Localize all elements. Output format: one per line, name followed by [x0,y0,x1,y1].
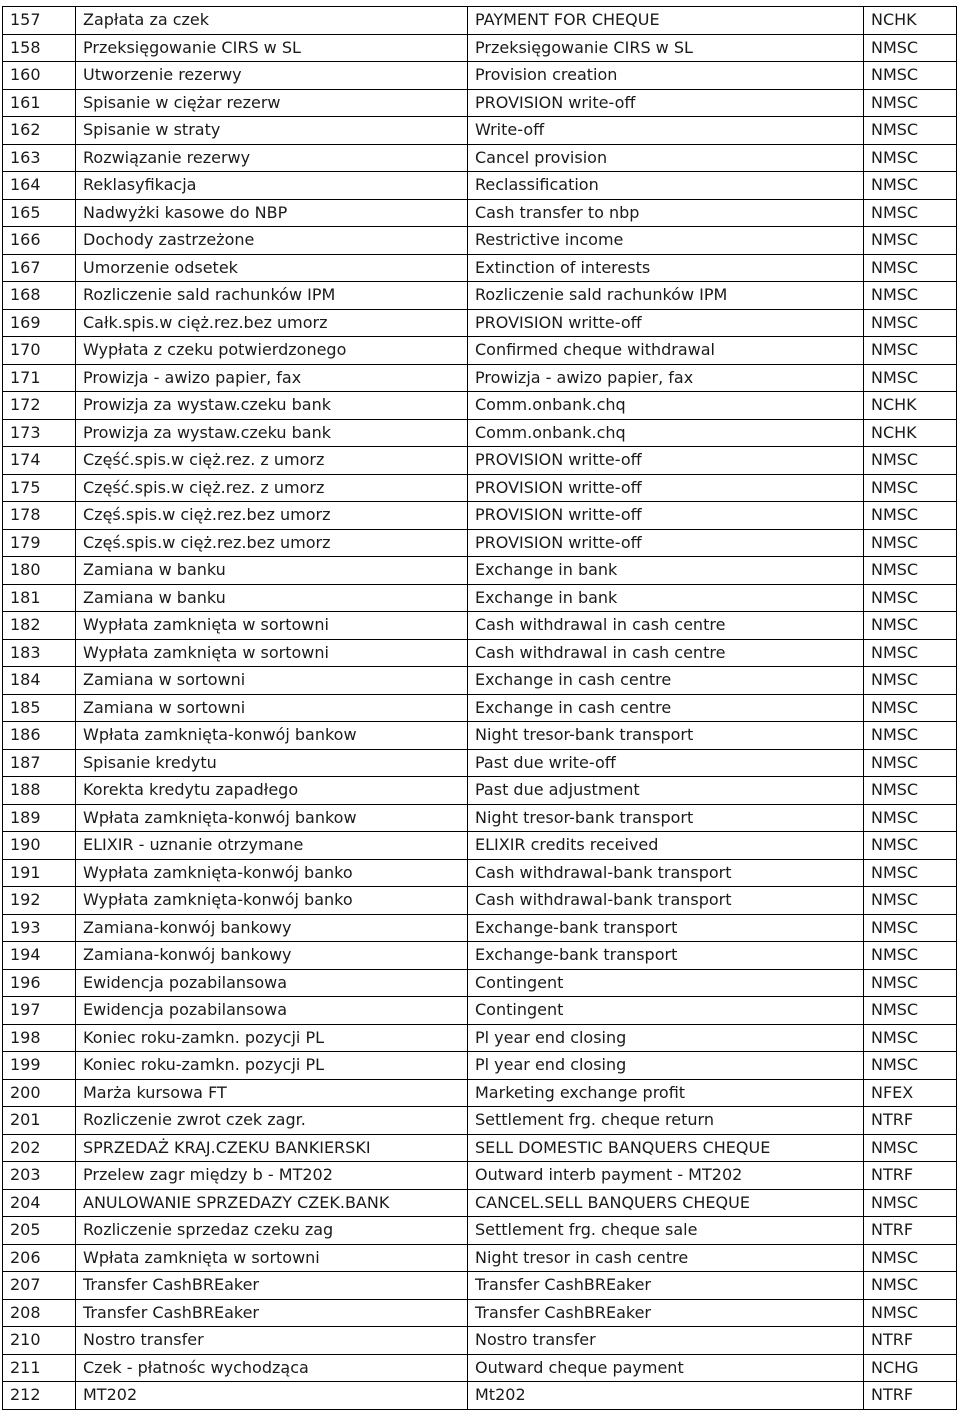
polish-description-cell: MT202 [76,1382,468,1410]
polish-description-cell: Spisanie kredytu [76,749,468,777]
type-code-cell: NMSC [864,227,957,255]
english-description-cell: PROVISION write-off [468,89,864,117]
type-code-cell: NMSC [864,1272,957,1300]
table-row [3,199,957,227]
polish-description-cell: Ewidencja pozabilansowa [76,969,468,997]
english-description-cell: Night tresor-bank transport [468,722,864,750]
english-description-cell: Outward interb payment - MT202 [468,1162,864,1190]
code-cell: 182 [3,612,76,640]
table-row [3,172,957,200]
code-cell: 194 [3,942,76,970]
code-cell: 158 [3,34,76,62]
type-code-cell: NMSC [864,34,957,62]
code-cell: 188 [3,777,76,805]
type-code-cell: NMSC [864,584,957,612]
table-row [3,1354,957,1382]
table-row [3,447,957,475]
type-code-cell: NTRF [864,1162,957,1190]
table-row [3,832,957,860]
type-code-cell: NMSC [864,282,957,310]
code-cell: 212 [3,1382,76,1410]
table-row [3,1079,957,1107]
polish-description-cell: Marża kursowa FT [76,1079,468,1107]
code-cell: 162 [3,117,76,145]
table-row [3,942,957,970]
code-cell: 208 [3,1299,76,1327]
english-description-cell: Confirmed cheque withdrawal [468,337,864,365]
table-row [3,62,957,90]
polish-description-cell: Reklasyfikacja [76,172,468,200]
table-row [3,282,957,310]
polish-description-cell: Spisanie w ciężar rezerw [76,89,468,117]
english-description-cell: Transfer CashBREaker [468,1272,864,1300]
type-code-cell: NMSC [864,694,957,722]
code-cell: 173 [3,419,76,447]
table-body [3,7,957,1410]
polish-description-cell: Częś.spis.w cięż.rez.bez umorz [76,529,468,557]
type-code-cell: NMSC [864,1299,957,1327]
english-description-cell: Outward cheque payment [468,1354,864,1382]
code-cell: 190 [3,832,76,860]
type-code-cell: NMSC [864,612,957,640]
polish-description-cell: Zamiana-konwój bankowy [76,914,468,942]
code-cell: 198 [3,1024,76,1052]
polish-description-cell: Przelew zagr między b - MT202 [76,1162,468,1190]
table-row [3,639,957,667]
polish-description-cell: Czek - płatnośc wychodząca [76,1354,468,1382]
code-cell: 204 [3,1189,76,1217]
type-code-cell: NMSC [864,89,957,117]
code-cell: 157 [3,7,76,35]
code-cell: 192 [3,887,76,915]
code-cell: 175 [3,474,76,502]
polish-description-cell: Rozliczenie zwrot czek zagr. [76,1107,468,1135]
type-code-cell: NMSC [864,1024,957,1052]
type-code-cell: NMSC [864,914,957,942]
type-code-cell: NMSC [864,887,957,915]
english-description-cell: Exchange-bank transport [468,942,864,970]
english-description-cell: PROVISION writte-off [468,502,864,530]
type-code-cell: NMSC [864,364,957,392]
table-row [3,7,957,35]
polish-description-cell: Wypłata zamknięta-konwój banko [76,859,468,887]
table-row [3,529,957,557]
table-row [3,584,957,612]
code-cell: 210 [3,1327,76,1355]
table-row [3,309,957,337]
type-code-cell: NMSC [864,1134,957,1162]
english-description-cell: Exchange in bank [468,557,864,585]
code-cell: 211 [3,1354,76,1382]
polish-description-cell: Korekta kredytu zapadłego [76,777,468,805]
table-row [3,1189,957,1217]
table-row [3,227,957,255]
type-code-cell: NMSC [864,337,957,365]
type-code-cell: NMSC [864,639,957,667]
code-cell: 164 [3,172,76,200]
polish-description-cell: Spisanie w straty [76,117,468,145]
code-cell: 187 [3,749,76,777]
table-row [3,254,957,282]
english-description-cell: Provision creation [468,62,864,90]
code-cell: 196 [3,969,76,997]
code-cell: 169 [3,309,76,337]
english-description-cell: Past due write-off [468,749,864,777]
table-row [3,694,957,722]
code-cell: 174 [3,447,76,475]
type-code-cell: NMSC [864,722,957,750]
polish-description-cell: ANULOWANIE SPRZEDAZY CZEK.BANK [76,1189,468,1217]
type-code-cell: NMSC [864,309,957,337]
type-code-cell: NCHK [864,392,957,420]
english-description-cell: Przeksięgowanie CIRS w SL [468,34,864,62]
english-description-cell: Restrictive income [468,227,864,255]
table-row [3,997,957,1025]
english-description-cell: PROVISION writte-off [468,447,864,475]
english-description-cell: Exchange in cash centre [468,667,864,695]
code-cell: 181 [3,584,76,612]
polish-description-cell: Wypłata zamknięta w sortowni [76,612,468,640]
table-row [3,1327,957,1355]
polish-description-cell: Dochody zastrzeżone [76,227,468,255]
table-row [3,474,957,502]
table-row [3,887,957,915]
table-row [3,1162,957,1190]
english-description-cell: Exchange in cash centre [468,694,864,722]
type-code-cell: NTRF [864,1327,957,1355]
code-cell: 200 [3,1079,76,1107]
english-description-cell: Exchange-bank transport [468,914,864,942]
polish-description-cell: Wypłata z czeku potwierdzonego [76,337,468,365]
polish-description-cell: Wypłata zamknięta-konwój banko [76,887,468,915]
type-code-cell: NMSC [864,172,957,200]
code-cell: 183 [3,639,76,667]
polish-description-cell: Prowizja - awizo papier, fax [76,364,468,392]
type-code-cell: NMSC [864,529,957,557]
type-code-cell: NMSC [864,859,957,887]
polish-description-cell: ELIXIR - uznanie otrzymane [76,832,468,860]
type-code-cell: NMSC [864,144,957,172]
type-code-cell: NMSC [864,557,957,585]
type-code-cell: NMSC [864,199,957,227]
table-row [3,1134,957,1162]
code-cell: 193 [3,914,76,942]
polish-description-cell: Transfer CashBREaker [76,1299,468,1327]
table-row [3,1052,957,1080]
english-description-cell: Past due adjustment [468,777,864,805]
english-description-cell: CANCEL.SELL BANQUERS CHEQUE [468,1189,864,1217]
polish-description-cell: Część.spis.w cięż.rez. z umorz [76,447,468,475]
polish-description-cell: Zamiana-konwój bankowy [76,942,468,970]
english-description-cell: PROVISION writte-off [468,529,864,557]
type-code-cell: NMSC [864,1052,957,1080]
english-description-cell: PROVISION writte-off [468,309,864,337]
polish-description-cell: Wpłata zamknięta-konwój bankow [76,804,468,832]
type-code-cell: NMSC [864,447,957,475]
code-cell: 168 [3,282,76,310]
polish-description-cell: Zamiana w banku [76,557,468,585]
code-cell: 179 [3,529,76,557]
code-cell: 191 [3,859,76,887]
table-row [3,34,957,62]
code-cell: 203 [3,1162,76,1190]
table-row [3,777,957,805]
polish-description-cell: Wpłata zamknięta w sortowni [76,1244,468,1272]
type-code-cell: NMSC [864,62,957,90]
type-code-cell: NMSC [864,749,957,777]
english-description-cell: Cash withdrawal in cash centre [468,612,864,640]
table-row [3,859,957,887]
type-code-cell: NMSC [864,254,957,282]
polish-description-cell: Rozliczenie sald rachunków IPM [76,282,468,310]
english-description-cell: PROVISION writte-off [468,474,864,502]
type-code-cell: NMSC [864,1244,957,1272]
table-row [3,364,957,392]
type-code-cell: NCHG [864,1354,957,1382]
polish-description-cell: Wypłata zamknięta w sortowni [76,639,468,667]
english-description-cell: Exchange in bank [468,584,864,612]
type-code-cell: NMSC [864,832,957,860]
polish-description-cell: Zamiana w sortowni [76,694,468,722]
code-cell: 170 [3,337,76,365]
type-code-cell: NTRF [864,1217,957,1245]
polish-description-cell: Zamiana w banku [76,584,468,612]
code-cell: 205 [3,1217,76,1245]
code-cell: 207 [3,1272,76,1300]
english-description-cell: Pl year end closing [468,1052,864,1080]
type-code-cell: NCHK [864,419,957,447]
table-row [3,1272,957,1300]
code-cell: 184 [3,667,76,695]
table-row [3,914,957,942]
code-cell: 180 [3,557,76,585]
polish-description-cell: Przeksięgowanie CIRS w SL [76,34,468,62]
english-description-cell: Settlement frg. cheque sale [468,1217,864,1245]
polish-description-cell: Nadwyżki kasowe do NBP [76,199,468,227]
polish-description-cell: Wpłata zamknięta-konwój bankow [76,722,468,750]
table-row [3,1382,957,1410]
polish-description-cell: Prowizja za wystaw.czeku bank [76,419,468,447]
table-row [3,144,957,172]
table-row [3,1107,957,1135]
english-description-cell: ELIXIR credits received [468,832,864,860]
type-code-cell: NMSC [864,502,957,530]
polish-description-cell: Koniec roku-zamkn. pozycji PL [76,1024,468,1052]
type-code-cell: NTRF [864,1107,957,1135]
english-description-cell: Night tresor-bank transport [468,804,864,832]
table-row [3,392,957,420]
type-code-cell: NCHK [864,7,957,35]
polish-description-cell: Zamiana w sortowni [76,667,468,695]
english-description-cell: Cash withdrawal-bank transport [468,859,864,887]
type-code-cell: NMSC [864,777,957,805]
code-cell: 186 [3,722,76,750]
table-row [3,1244,957,1272]
table-row [3,419,957,447]
polish-description-cell: Nostro transfer [76,1327,468,1355]
table-row [3,612,957,640]
english-description-cell: Settlement frg. cheque return [468,1107,864,1135]
code-cell: 166 [3,227,76,255]
code-cell: 172 [3,392,76,420]
polish-description-cell: Całk.spis.w cięż.rez.bez umorz [76,309,468,337]
english-description-cell: Cash withdrawal in cash centre [468,639,864,667]
polish-description-cell: Koniec roku-zamkn. pozycji PL [76,1052,468,1080]
english-description-cell: Contingent [468,997,864,1025]
table-row [3,667,957,695]
code-cell: 206 [3,1244,76,1272]
type-code-cell: NMSC [864,969,957,997]
polish-description-cell: Ewidencja pozabilansowa [76,997,468,1025]
polish-description-cell: SPRZEDAŻ KRAJ.CZEKU BANKIERSKI [76,1134,468,1162]
table-row [3,502,957,530]
code-cell: 171 [3,364,76,392]
english-description-cell: Rozliczenie sald rachunków IPM [468,282,864,310]
polish-description-cell: Część.spis.w cięż.rez. z umorz [76,474,468,502]
type-code-cell: NTRF [864,1382,957,1410]
english-description-cell: Reclassification [468,172,864,200]
code-cell: 163 [3,144,76,172]
english-description-cell: Comm.onbank.chq [468,392,864,420]
english-description-cell: Marketing exchange profit [468,1079,864,1107]
polish-description-cell: Prowizja za wystaw.czeku bank [76,392,468,420]
type-code-cell: NMSC [864,474,957,502]
code-cell: 167 [3,254,76,282]
polish-description-cell: Utworzenie rezerwy [76,62,468,90]
type-code-cell: NFEX [864,1079,957,1107]
table-row [3,117,957,145]
polish-description-cell: Rozwiązanie rezerwy [76,144,468,172]
english-description-cell: Transfer CashBREaker [468,1299,864,1327]
polish-description-cell: Częś.spis.w cięż.rez.bez umorz [76,502,468,530]
english-description-cell: Cash transfer to nbp [468,199,864,227]
transaction-code-table [2,6,957,1410]
code-cell: 160 [3,62,76,90]
english-description-cell: Write-off [468,117,864,145]
english-description-cell: Nostro transfer [468,1327,864,1355]
type-code-cell: NMSC [864,667,957,695]
code-cell: 189 [3,804,76,832]
polish-description-cell: Zapłata za czek [76,7,468,35]
type-code-cell: NMSC [864,997,957,1025]
english-description-cell: Comm.onbank.chq [468,419,864,447]
table-row [3,969,957,997]
code-cell: 202 [3,1134,76,1162]
english-description-cell: Contingent [468,969,864,997]
code-cell: 197 [3,997,76,1025]
english-description-cell: Night tresor in cash centre [468,1244,864,1272]
english-description-cell: PAYMENT FOR CHEQUE [468,7,864,35]
english-description-cell: SELL DOMESTIC BANQUERS CHEQUE [468,1134,864,1162]
polish-description-cell: Rozliczenie sprzedaz czeku zag [76,1217,468,1245]
table-row [3,749,957,777]
code-cell: 165 [3,199,76,227]
english-description-cell: Prowizja - awizo papier, fax [468,364,864,392]
english-description-cell: Extinction of interests [468,254,864,282]
table-row [3,1024,957,1052]
polish-description-cell: Umorzenie odsetek [76,254,468,282]
table-row [3,337,957,365]
table-row [3,1217,957,1245]
type-code-cell: NMSC [864,117,957,145]
code-cell: 161 [3,89,76,117]
table-row [3,1299,957,1327]
english-description-cell: Mt202 [468,1382,864,1410]
table-row [3,804,957,832]
english-description-cell: Cancel provision [468,144,864,172]
code-cell: 178 [3,502,76,530]
table-row [3,722,957,750]
polish-description-cell: Transfer CashBREaker [76,1272,468,1300]
type-code-cell: NMSC [864,1189,957,1217]
table-row [3,89,957,117]
english-description-cell: Pl year end closing [468,1024,864,1052]
type-code-cell: NMSC [864,942,957,970]
table-row [3,557,957,585]
type-code-cell: NMSC [864,804,957,832]
code-cell: 201 [3,1107,76,1135]
code-cell: 199 [3,1052,76,1080]
code-cell: 185 [3,694,76,722]
english-description-cell: Cash withdrawal-bank transport [468,887,864,915]
